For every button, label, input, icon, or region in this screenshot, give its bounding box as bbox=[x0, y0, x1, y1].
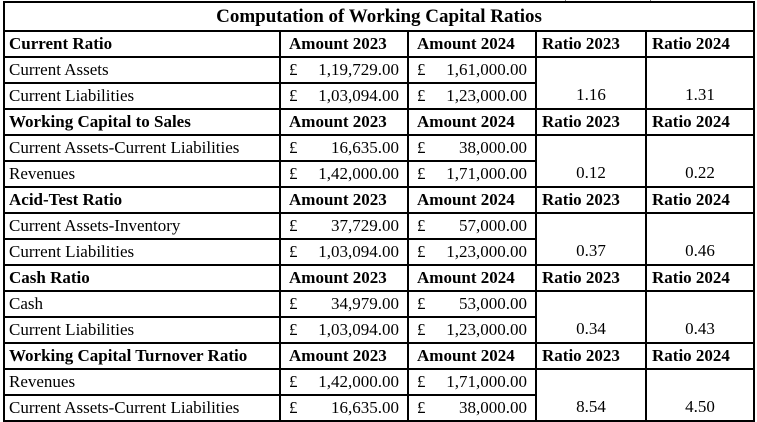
amount-cell[interactable] bbox=[408, 213, 536, 239]
amount-value: 1,61,000.00 bbox=[446, 60, 527, 79]
amount-cell[interactable] bbox=[408, 83, 536, 109]
currency-symbol: £ bbox=[417, 86, 426, 105]
section-header-row bbox=[4, 109, 754, 135]
working-capital-ratios-table bbox=[3, 1, 755, 422]
column-header-ratio-2024[interactable]: Ratio 2024 bbox=[646, 187, 754, 213]
currency-symbol: £ bbox=[417, 216, 426, 235]
section-label[interactable]: Current Ratio bbox=[4, 31, 280, 57]
column-header-amount-2024[interactable]: Amount 2024 bbox=[408, 265, 536, 291]
column-header-ratio-2024[interactable]: Ratio 2024 bbox=[646, 265, 754, 291]
currency-symbol: £ bbox=[289, 242, 298, 261]
column-header-ratio-2023[interactable]: Ratio 2023 bbox=[536, 31, 646, 57]
currency-symbol: £ bbox=[289, 86, 298, 105]
column-header-ratio-2024[interactable]: Ratio 2024 bbox=[646, 31, 754, 57]
amount-wrap bbox=[281, 320, 407, 340]
amount-wrap bbox=[281, 164, 407, 184]
amount-value: 37,729.00 bbox=[331, 216, 399, 235]
amount-wrap bbox=[409, 398, 535, 418]
amount-value: 38,000.00 bbox=[459, 138, 527, 157]
column-header-ratio-2024[interactable]: Ratio 2024 bbox=[646, 109, 754, 135]
currency-symbol: £ bbox=[417, 164, 426, 183]
row-label[interactable]: Current Assets bbox=[4, 57, 280, 83]
amount-cell[interactable] bbox=[408, 135, 536, 161]
row-label[interactable]: Current Liabilities bbox=[4, 317, 280, 343]
ratio-cell-2023[interactable]: 8.54 bbox=[536, 369, 646, 421]
column-header-ratio-2023[interactable]: Ratio 2023 bbox=[536, 187, 646, 213]
currency-symbol: £ bbox=[289, 138, 298, 157]
amount-value: 1,42,000.00 bbox=[318, 164, 399, 183]
amount-value: 1,03,094.00 bbox=[318, 86, 399, 105]
column-header-amount-2023[interactable]: Amount 2023 bbox=[280, 265, 408, 291]
amount-cell[interactable] bbox=[280, 291, 408, 317]
amount-wrap bbox=[409, 320, 535, 340]
amount-cell[interactable] bbox=[280, 317, 408, 343]
ratio-cell-2024[interactable]: 4.50 bbox=[646, 369, 754, 421]
amount-cell[interactable] bbox=[280, 369, 408, 395]
table-row bbox=[4, 291, 754, 317]
amount-wrap bbox=[409, 294, 535, 314]
amount-value: 1,23,000.00 bbox=[446, 320, 527, 339]
amount-value: 16,635.00 bbox=[331, 138, 399, 157]
amount-cell[interactable] bbox=[408, 57, 536, 83]
currency-symbol: £ bbox=[417, 398, 426, 417]
amount-wrap bbox=[409, 242, 535, 262]
currency-symbol: £ bbox=[289, 294, 298, 313]
section-header-row bbox=[4, 265, 754, 291]
amount-wrap bbox=[409, 372, 535, 392]
amount-value: 1,71,000.00 bbox=[446, 372, 527, 391]
currency-symbol: £ bbox=[417, 138, 426, 157]
amount-cell[interactable] bbox=[280, 213, 408, 239]
column-header-amount-2023[interactable]: Amount 2023 bbox=[280, 109, 408, 135]
row-label[interactable]: Current Assets-Current Liabilities bbox=[4, 135, 280, 161]
table-row bbox=[4, 213, 754, 239]
row-label[interactable]: Current Assets-Current Liabilities bbox=[4, 395, 280, 421]
amount-cell[interactable] bbox=[408, 291, 536, 317]
ratio-cell-2023[interactable]: 0.37 bbox=[536, 213, 646, 265]
title-row bbox=[4, 2, 754, 31]
amount-value: 57,000.00 bbox=[459, 216, 527, 235]
amount-wrap bbox=[281, 216, 407, 236]
amount-wrap bbox=[409, 60, 535, 80]
amount-value: 34,979.00 bbox=[331, 294, 399, 313]
column-header-ratio-2023[interactable]: Ratio 2023 bbox=[536, 265, 646, 291]
amount-cell[interactable] bbox=[280, 83, 408, 109]
table-row bbox=[4, 369, 754, 395]
column-header-amount-2024[interactable]: Amount 2024 bbox=[408, 109, 536, 135]
amount-wrap bbox=[281, 372, 407, 392]
column-header-ratio-2023[interactable]: Ratio 2023 bbox=[536, 109, 646, 135]
table-row bbox=[4, 135, 754, 161]
section-label[interactable]: Working Capital to Sales bbox=[4, 109, 280, 135]
currency-symbol: £ bbox=[289, 60, 298, 79]
section-header-row bbox=[4, 31, 754, 57]
amount-wrap bbox=[409, 86, 535, 106]
amount-wrap bbox=[281, 242, 407, 262]
amount-value: 1,42,000.00 bbox=[318, 372, 399, 391]
ratio-cell-2024[interactable]: 0.43 bbox=[646, 291, 754, 343]
section-label[interactable]: Acid-Test Ratio bbox=[4, 187, 280, 213]
amount-wrap bbox=[409, 138, 535, 158]
amount-value: 53,000.00 bbox=[459, 294, 527, 313]
amount-wrap bbox=[281, 138, 407, 158]
currency-symbol: £ bbox=[289, 372, 298, 391]
amount-value: 1,71,000.00 bbox=[446, 164, 527, 183]
row-label[interactable]: Current Assets-Inventory bbox=[4, 213, 280, 239]
amount-wrap bbox=[281, 294, 407, 314]
table-title: Computation of Working Capital Ratios bbox=[4, 2, 754, 31]
currency-symbol: £ bbox=[289, 398, 298, 417]
currency-symbol: £ bbox=[417, 60, 426, 79]
amount-cell[interactable] bbox=[280, 161, 408, 187]
currency-symbol: £ bbox=[417, 242, 426, 261]
ratio-cell-2023[interactable]: 1.16 bbox=[536, 57, 646, 109]
row-label[interactable]: Revenues bbox=[4, 369, 280, 395]
amount-wrap bbox=[409, 216, 535, 236]
column-header-amount-2024[interactable]: Amount 2024 bbox=[408, 31, 536, 57]
ratio-cell-2024[interactable]: 1.31 bbox=[646, 57, 754, 109]
currency-symbol: £ bbox=[289, 320, 298, 339]
column-header-amount-2023[interactable]: Amount 2023 bbox=[280, 31, 408, 57]
amount-cell[interactable] bbox=[280, 395, 408, 421]
amount-wrap bbox=[281, 60, 407, 80]
section-label[interactable]: Working Capital Turnover Ratio bbox=[4, 343, 280, 369]
currency-symbol: £ bbox=[417, 320, 426, 339]
section-header-row bbox=[4, 343, 754, 369]
currency-symbol: £ bbox=[289, 216, 298, 235]
row-label[interactable]: Current Liabilities bbox=[4, 239, 280, 265]
amount-cell[interactable] bbox=[408, 395, 536, 421]
amount-value: 1,19,729.00 bbox=[318, 60, 399, 79]
row-label[interactable]: Cash bbox=[4, 291, 280, 317]
amount-cell[interactable] bbox=[408, 239, 536, 265]
table-row bbox=[4, 57, 754, 83]
column-header-ratio-2024[interactable]: Ratio 2024 bbox=[646, 343, 754, 369]
ratio-cell-2024[interactable]: 0.46 bbox=[646, 213, 754, 265]
amount-value: 1,23,000.00 bbox=[446, 242, 527, 261]
currency-symbol: £ bbox=[289, 164, 298, 183]
amount-cell[interactable] bbox=[280, 239, 408, 265]
ratio-cell-2023[interactable]: 0.12 bbox=[536, 135, 646, 187]
amount-cell[interactable] bbox=[408, 161, 536, 187]
amount-cell[interactable] bbox=[280, 57, 408, 83]
amount-value: 1,03,094.00 bbox=[318, 242, 399, 261]
column-header-amount-2024[interactable]: Amount 2024 bbox=[408, 343, 536, 369]
column-header-ratio-2023[interactable]: Ratio 2023 bbox=[536, 343, 646, 369]
column-header-amount-2023[interactable]: Amount 2023 bbox=[280, 343, 408, 369]
amount-value: 38,000.00 bbox=[459, 398, 527, 417]
ratio-cell-2024[interactable]: 0.22 bbox=[646, 135, 754, 187]
amount-cell[interactable] bbox=[408, 317, 536, 343]
amount-value: 1,03,094.00 bbox=[318, 320, 399, 339]
amount-cell[interactable] bbox=[280, 135, 408, 161]
amount-wrap bbox=[409, 164, 535, 184]
currency-symbol: £ bbox=[417, 294, 426, 313]
amount-cell[interactable] bbox=[408, 369, 536, 395]
currency-symbol: £ bbox=[417, 372, 426, 391]
section-label[interactable]: Cash Ratio bbox=[4, 265, 280, 291]
row-label[interactable]: Revenues bbox=[4, 161, 280, 187]
amount-wrap bbox=[281, 398, 407, 418]
column-header-amount-2023[interactable]: Amount 2023 bbox=[280, 187, 408, 213]
section-header-row bbox=[4, 187, 754, 213]
amount-wrap bbox=[281, 86, 407, 106]
row-label[interactable]: Current Liabilities bbox=[4, 83, 280, 109]
column-header-amount-2024[interactable]: Amount 2024 bbox=[408, 187, 536, 213]
amount-value: 1,23,000.00 bbox=[446, 86, 527, 105]
ratio-cell-2023[interactable]: 0.34 bbox=[536, 291, 646, 343]
amount-value: 16,635.00 bbox=[331, 398, 399, 417]
